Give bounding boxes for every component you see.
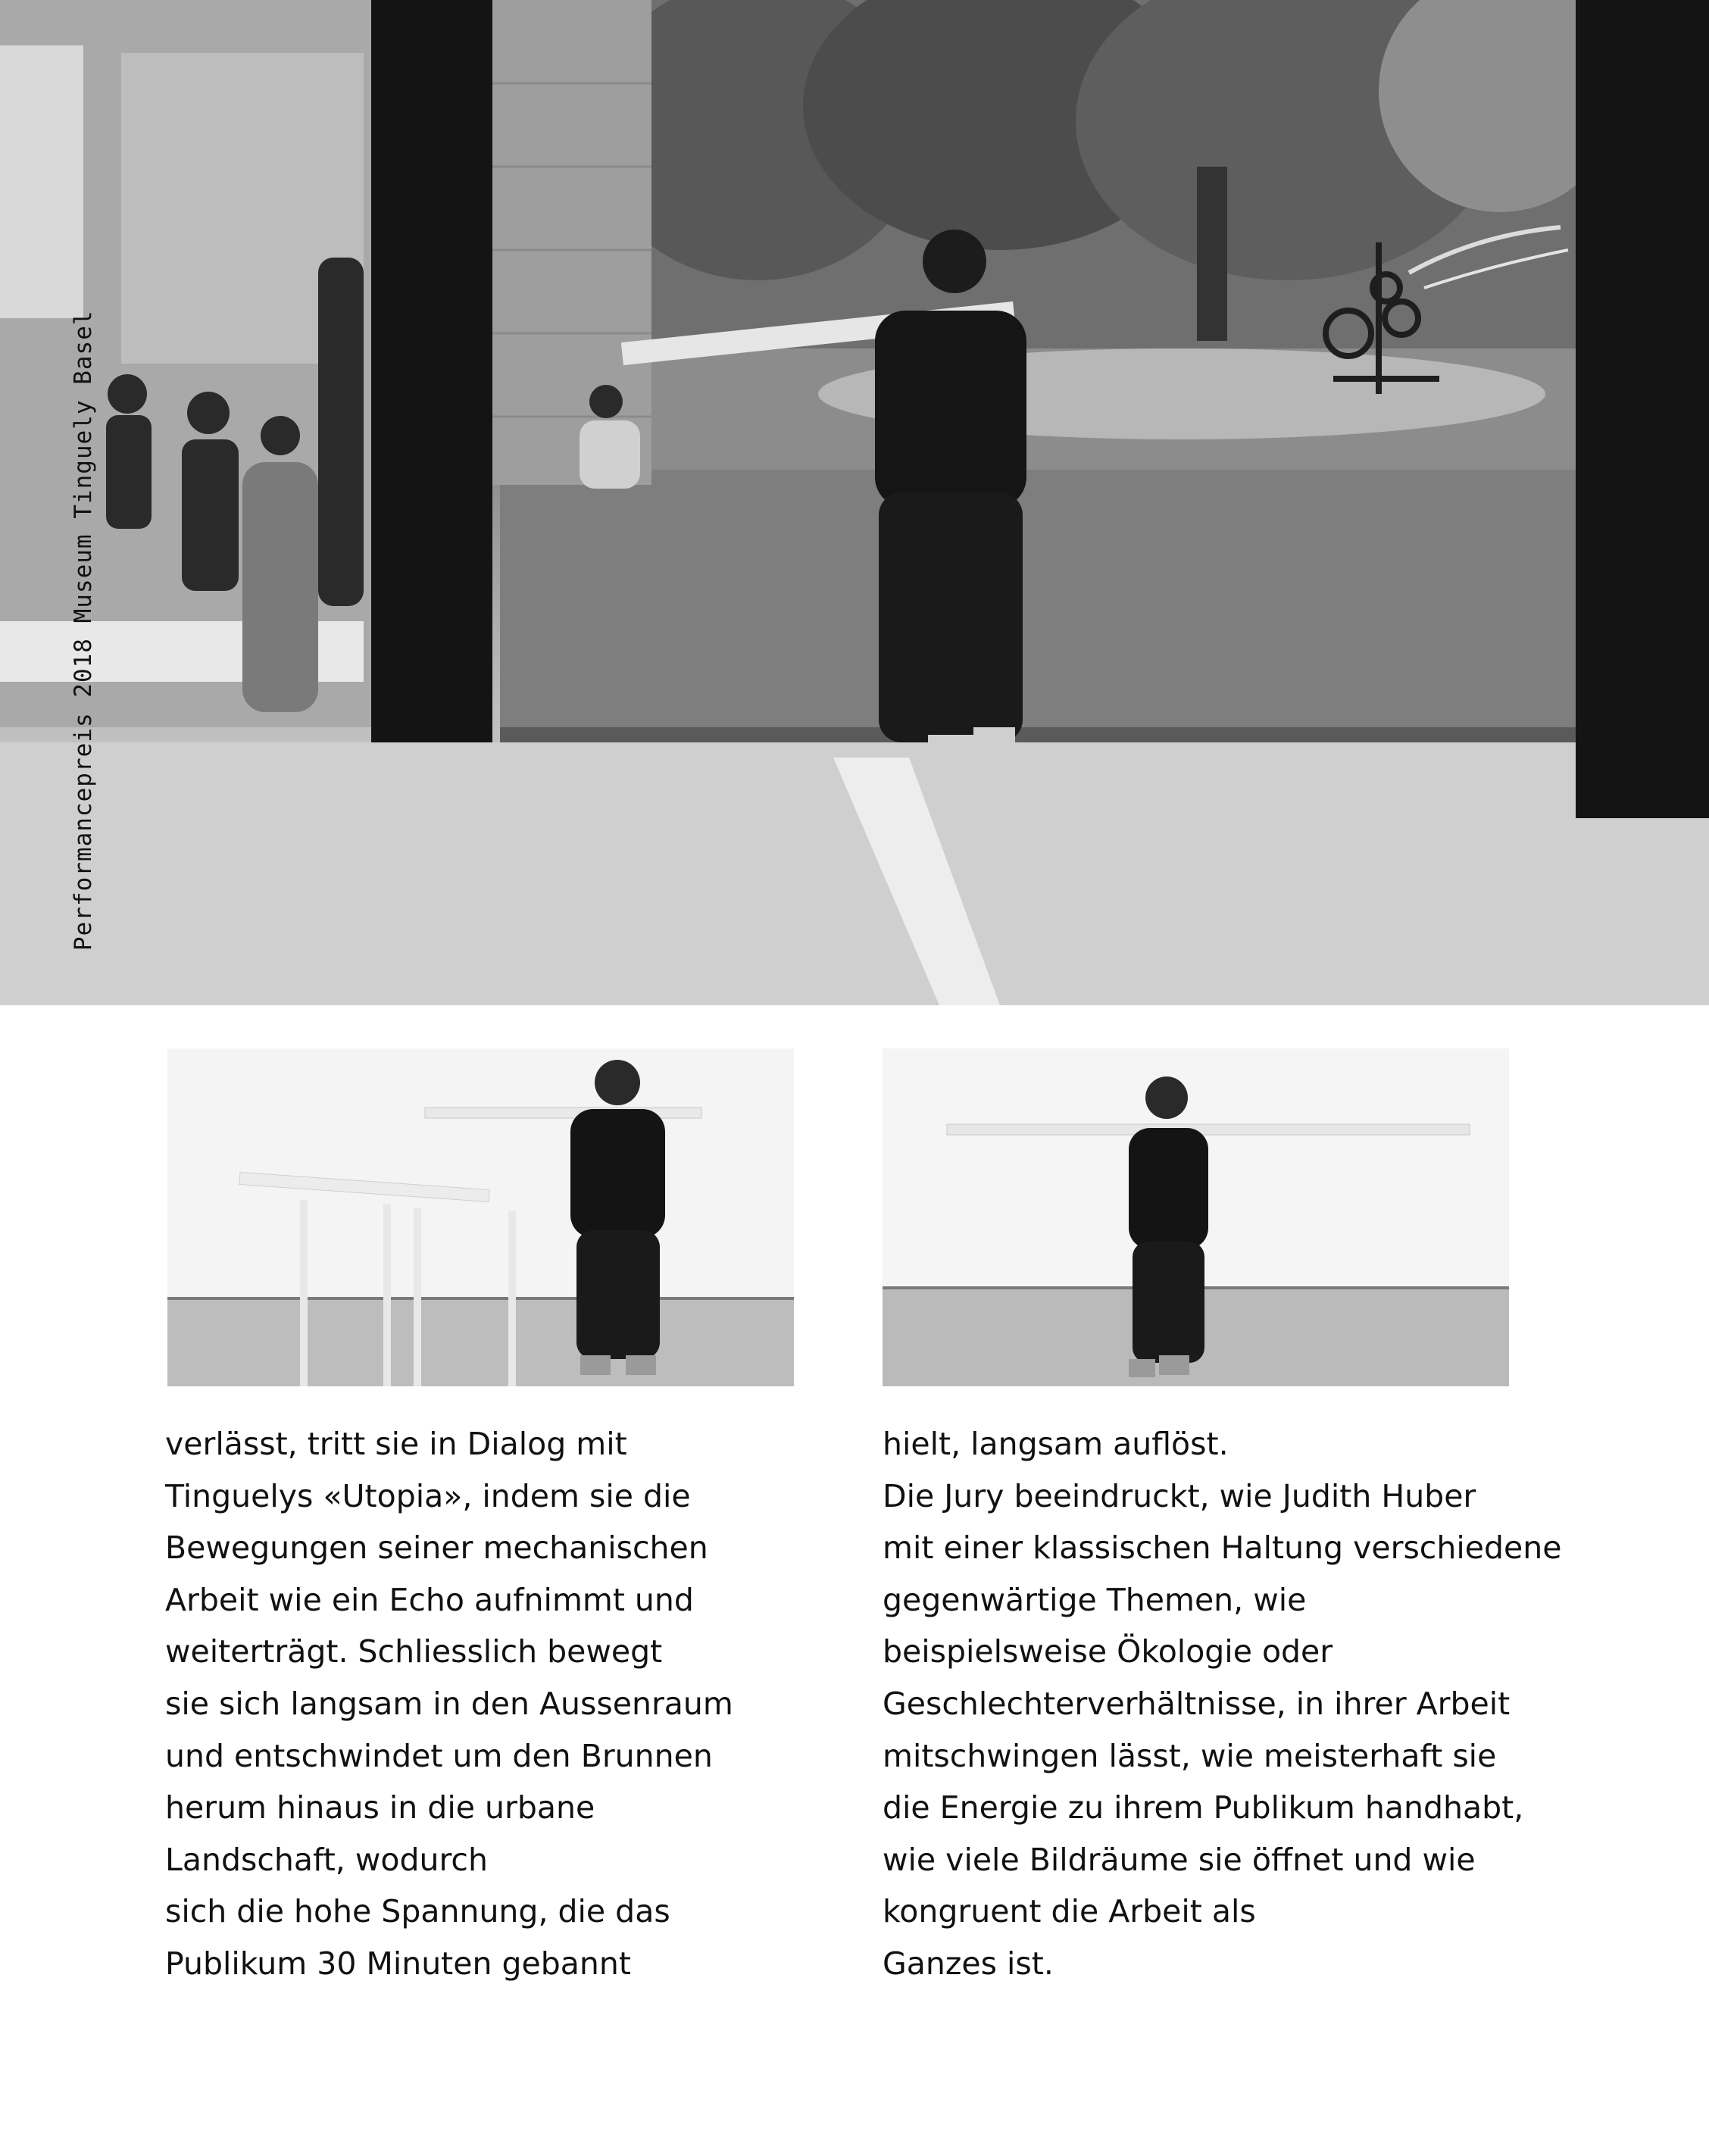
text-line: Landschaft, wodurch — [165, 1841, 488, 1878]
text-line: weiterträgt. Schliesslich bewegt — [165, 1633, 663, 1670]
text-column-right — [883, 1418, 1686, 1990]
performer-with-beams-illustration — [167, 1048, 794, 1386]
photo-caption: Performancepreis 2018 Museum Tinguely Basel — [70, 310, 97, 951]
text-line: Tinguelys «Utopia», indem sie die — [165, 1477, 691, 1514]
text-line: mit einer klassischen Haltung verschiedene — [883, 1530, 1562, 1567]
text-line: Arbeit wie ein Echo aufnimmt und — [165, 1581, 694, 1618]
text-line: Ganzes ist. — [883, 1945, 1054, 1982]
text-column-left — [165, 1418, 817, 1990]
text-line: Geschlechterverhältnisse, in ihrer Arbeit — [883, 1685, 1511, 1722]
text-line: die Energie zu ihrem Publikum handhabt, — [883, 1789, 1524, 1826]
text-line: kongruent die Arbeit als — [883, 1893, 1256, 1930]
text-line: mitschwingen lässt, wie meisterhaft sie — [883, 1737, 1497, 1774]
text-line: sie sich langsam in den Aussenraum — [165, 1685, 733, 1722]
hero-photo — [0, 0, 1709, 1005]
text-line: wie viele Bildräume sie öffnet und wie — [883, 1841, 1476, 1878]
performer-with-beams-photo — [167, 1048, 794, 1386]
text-line: Die Jury beeindruckt, wie Judith Huber — [883, 1477, 1476, 1514]
text-line: verlässt, tritt sie in Dialog mit — [165, 1426, 627, 1462]
text-line: gegenwärtige Themen, wie — [883, 1581, 1307, 1618]
text-line: herum hinaus in die urbane — [165, 1789, 595, 1826]
text-line: sich die hohe Spannung, die das — [165, 1893, 670, 1930]
performer-balancing-beam-photo — [883, 1048, 1509, 1386]
text-line: Bewegungen seiner mechanischen — [165, 1530, 708, 1567]
performer-balancing-beam-illustration — [883, 1048, 1509, 1386]
text-line: hielt, langsam auflöst. — [883, 1426, 1229, 1462]
text-line: beispielsweise Ökologie oder — [883, 1633, 1333, 1670]
text-line: Publikum 30 Minuten gebannt — [165, 1945, 631, 1982]
hero-photo-illustration — [0, 0, 1709, 1005]
text-line: und entschwindet um den Brunnen — [165, 1737, 713, 1774]
